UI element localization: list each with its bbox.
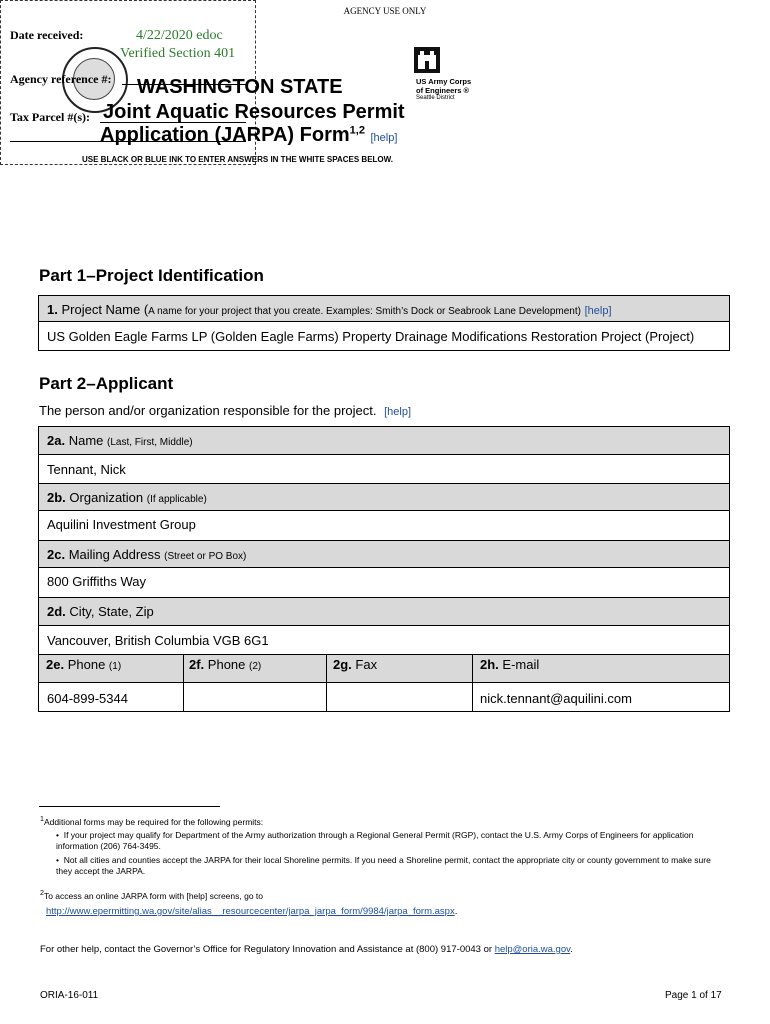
- name-label-row: 2a. Name (Last, First, Middle): [38, 426, 730, 455]
- verified-note: Verified Section 401: [120, 46, 236, 61]
- divider: [183, 654, 184, 712]
- project-name-help-link[interactable]: [help]: [584, 305, 612, 317]
- divider: [326, 654, 327, 712]
- footnote-2-link-line: http://www.epermitting.wa.gov/site/alias__resourcecenter/jarpa_jarpa_form/9984/jarpa_form.aspx.: [46, 906, 458, 917]
- project-name-field[interactable]: [38, 321, 730, 351]
- tax-parcel-label: Tax Parcel #(s):: [10, 110, 90, 124]
- jarpa-form-link[interactable]: http://www.epermitting.wa.gov/site/alias__resourcecenter/jarpa_jarpa_form/9984/jarpa_form.aspx: [46, 906, 455, 917]
- tax-parcel-field[interactable]: [100, 122, 246, 123]
- castle-icon: [414, 47, 440, 73]
- city-label-row: 2d. City, State, Zip: [38, 597, 730, 626]
- footnote-1-bullet-2: • Not all cities and counties accept the JARPA for their local Shoreline permits. If you need a Shoreline permit, contact the appropriate city or county government to make sure they accept the JARPA.: [56, 855, 711, 876]
- address-label-row: 2c. Mailing Address (Street or PO Box): [38, 540, 730, 568]
- organization-label-row: 2b. Organization (If applicable): [38, 483, 730, 511]
- footnote-1-bullet-1: • If your project may qualify for Department of the Army authorization through a Regional General Permit (RGP), contact the U.S. Army Corps of Engineers for application information (206) 764-3495.: [56, 830, 694, 851]
- phone2-label: 2f. Phone (2): [189, 657, 262, 672]
- part2-heading: Part 2–Applicant: [39, 374, 174, 393]
- fax-label: 2g. Fax: [333, 657, 378, 672]
- email-value[interactable]: nick.tennant@aquilini.com: [480, 691, 632, 706]
- form-title-line1: Joint Aquatic Resources Permit: [103, 101, 405, 123]
- part2-description: The person and/or organization responsible for the project. [help]: [39, 403, 412, 418]
- contact-label-row: [38, 654, 730, 683]
- date-received-label: Date received:: [10, 28, 84, 42]
- corps-district: Seattle District: [416, 95, 455, 101]
- footnote-rule: [39, 806, 220, 807]
- tax-parcel-field-2[interactable]: [10, 141, 246, 142]
- part1-heading: Part 1–Project Identification: [39, 266, 264, 285]
- form-id: ORIA-16-011: [40, 990, 99, 1001]
- city-value[interactable]: Vancouver, British Columbia VGB 6G1: [47, 633, 269, 648]
- page-number: Page 1 of 17: [665, 990, 722, 1001]
- project-name-label-row: 1. Project Name (A name for your project that you create. Examples: Smith’s Dock or Seabrook Lane Development) [help]: [38, 295, 730, 322]
- state-title: WASHINGTON STATE: [137, 76, 343, 98]
- address-value[interactable]: 800 Griffiths Way: [47, 574, 146, 589]
- phone1-label: 2e. Phone (1): [46, 657, 122, 672]
- phone1-value[interactable]: 604-899-5344: [47, 691, 128, 706]
- organization-value[interactable]: Aquilini Investment Group: [47, 517, 196, 532]
- agency-reference-field[interactable]: [122, 84, 246, 85]
- form-title-line2: Application (JARPA) Form$^{1,2}$ [help]: [100, 124, 398, 146]
- agency-heading: AGENCY USE ONLY: [343, 6, 427, 16]
- part2-help-link[interactable]: [help]: [384, 406, 412, 418]
- instructions: USE BLACK OR BLUE INK TO ENTER ANSWERS IN THE WHITE SPACES BELOW.: [82, 155, 393, 164]
- corps-name: US Army Corps of Engineers ®: [416, 77, 472, 95]
- project-name-value: US Golden Eagle Farms LP (Golden Eagle Farms) Property Drainage Modifications Restoration Project (Project): [47, 329, 695, 344]
- footnote-2: $^2$To access an online JARPA form with [help] screens, go to: [40, 889, 263, 901]
- date-received-value[interactable]: 4/22/2020 edoc: [136, 28, 223, 43]
- footnote-1: $^1$Additional forms may be required for the following permits:: [40, 815, 264, 827]
- email-label: 2h. E-mail: [480, 657, 540, 672]
- name-value[interactable]: Tennant, Nick: [47, 462, 126, 477]
- other-help-line: For other help, contact the Governor’s Office for Regulatory Innovation and Assistance at (800) 917-0043 or help@oria.wa.gov.: [40, 944, 573, 955]
- divider: [472, 654, 473, 712]
- title-help-link[interactable]: [help]: [370, 132, 398, 144]
- agency-reference-label: Agency reference #:: [10, 72, 112, 86]
- oria-email-link[interactable]: help@oria.wa.gov: [494, 944, 571, 955]
